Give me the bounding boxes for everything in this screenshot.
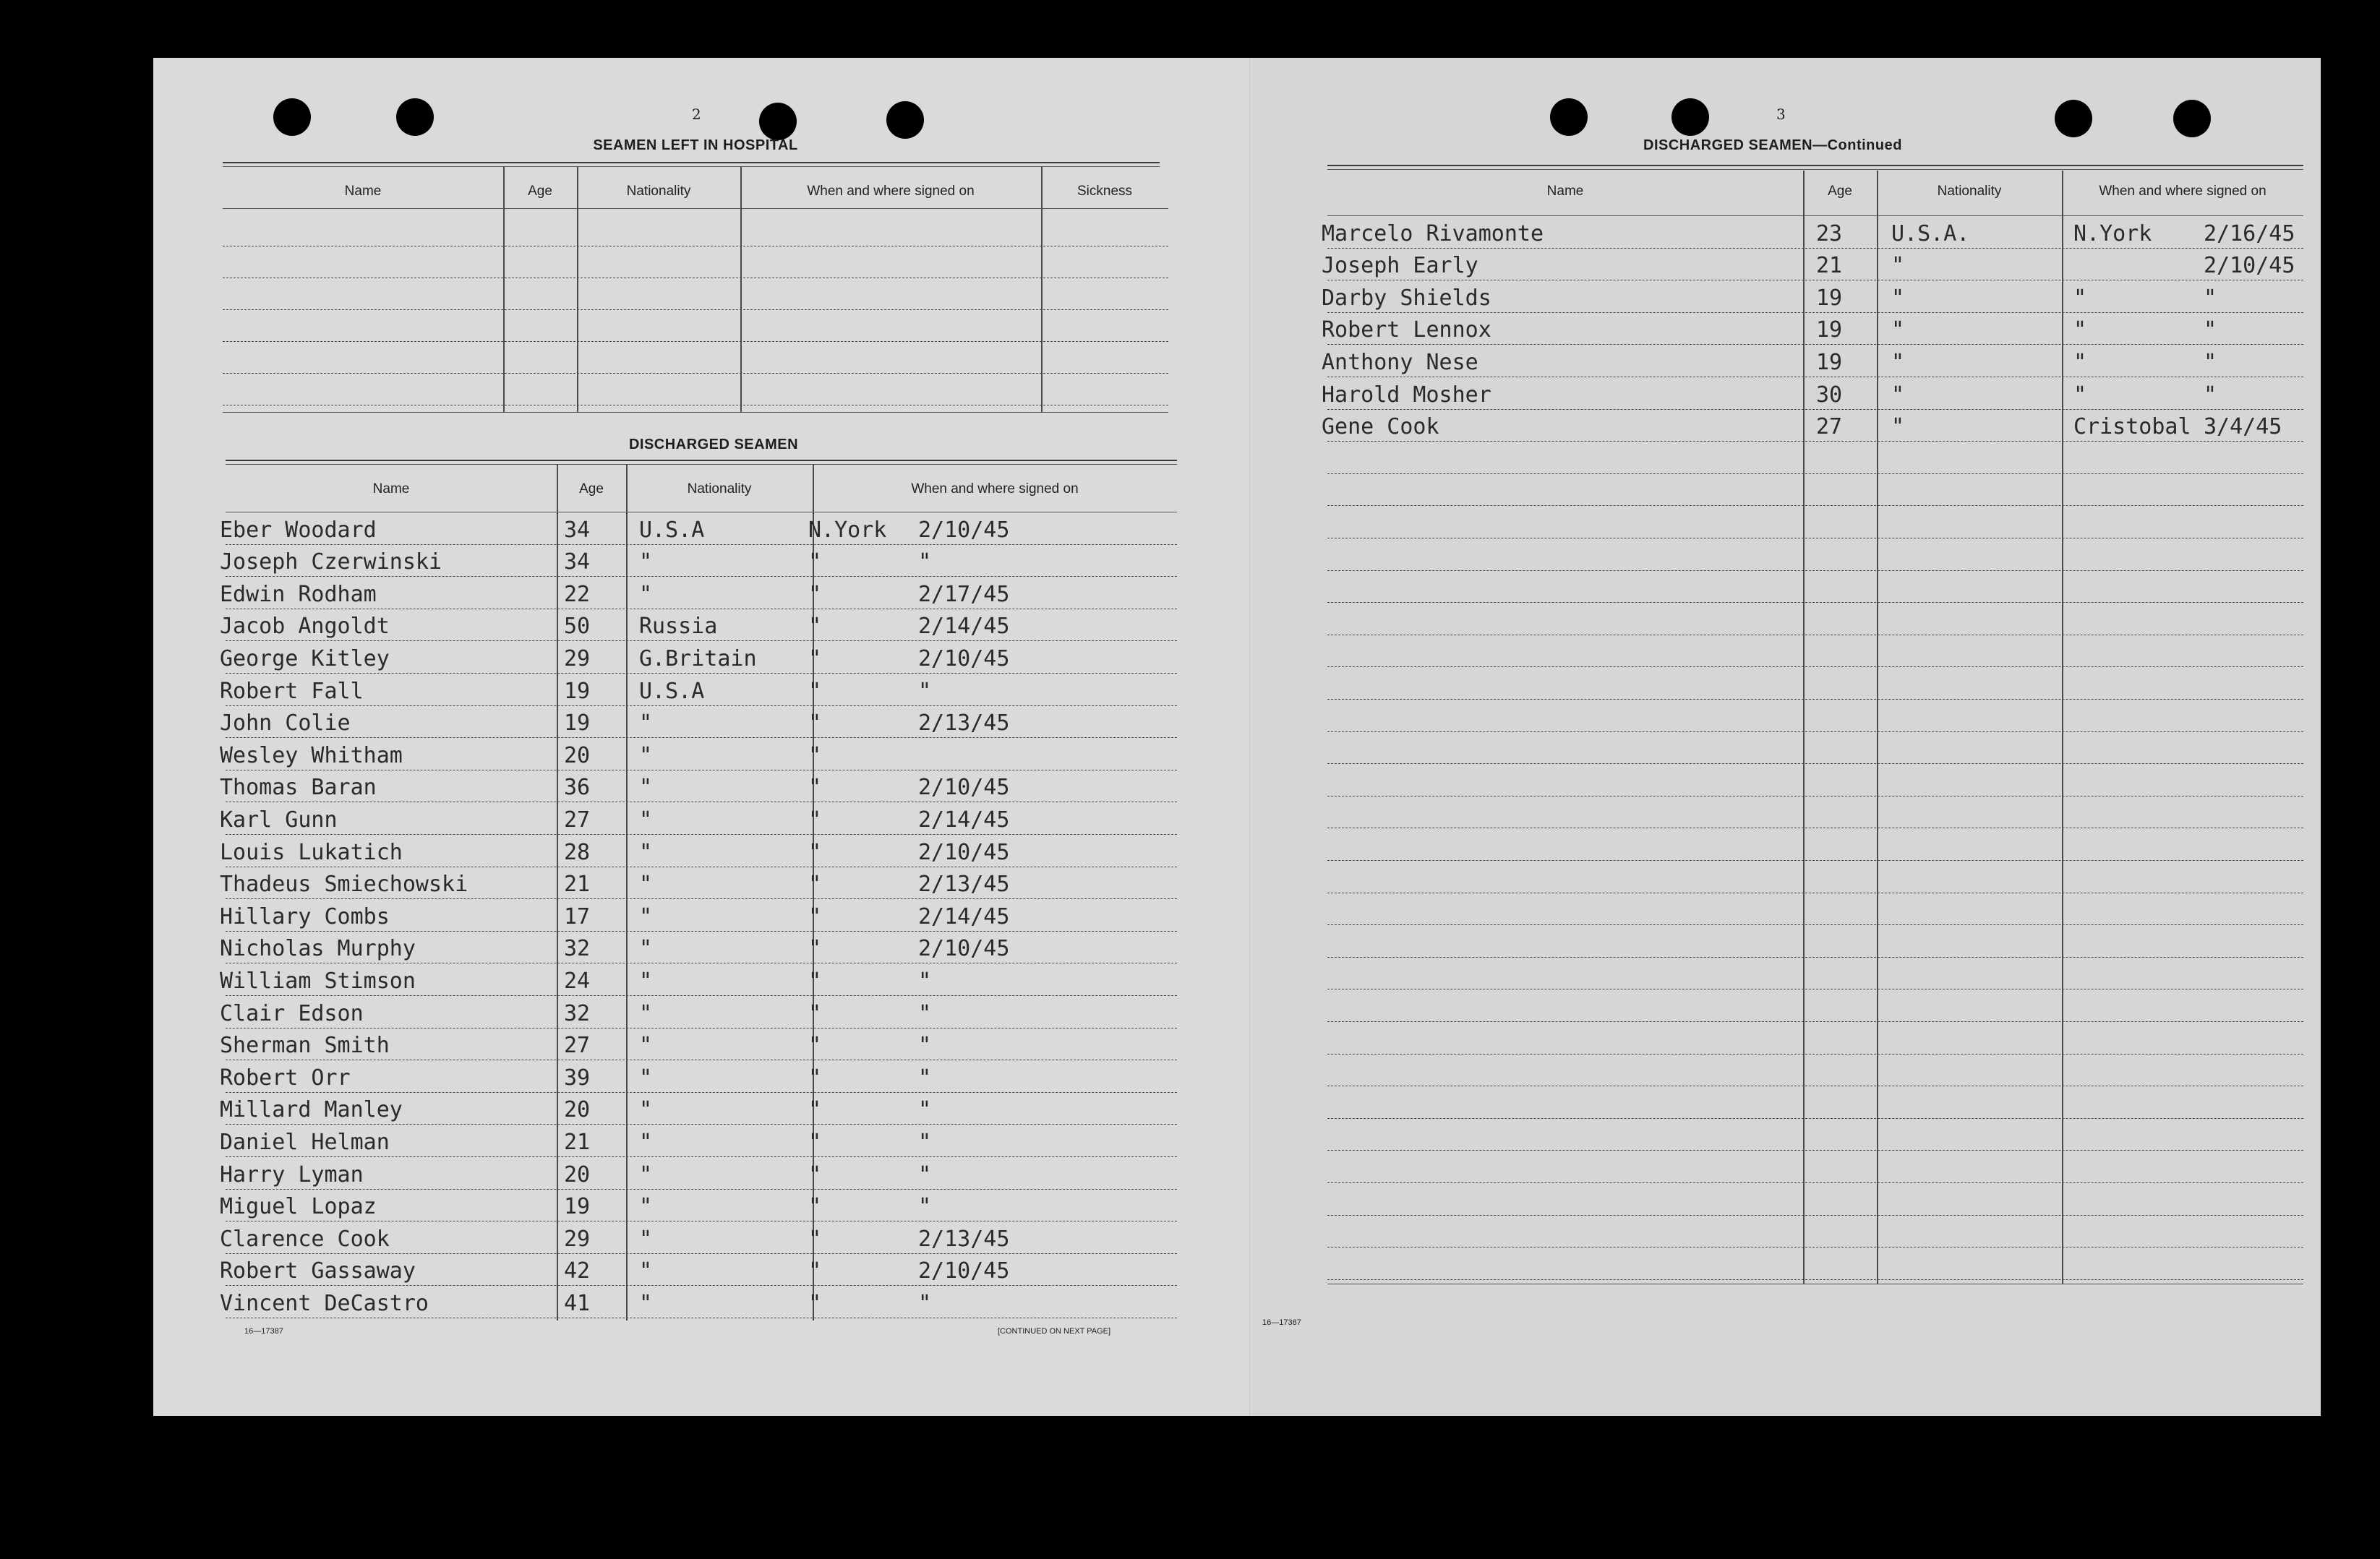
row-line bbox=[1327, 602, 2303, 603]
column-header: When and where signed on bbox=[807, 184, 975, 199]
seaman-name: Eber Woodard bbox=[220, 517, 377, 543]
seaman-name: Robert Lennox bbox=[1322, 317, 1491, 343]
seaman-nationality: U.S.A bbox=[639, 678, 705, 704]
signed-on-place: " bbox=[808, 903, 822, 929]
punch-hole bbox=[759, 103, 797, 140]
seaman-nationality: G.Britain bbox=[639, 646, 757, 671]
signed-on-place: " bbox=[808, 807, 822, 833]
punch-hole bbox=[2055, 100, 2092, 137]
right-section-title: DISCHARGED SEAMEN—Continued bbox=[1643, 137, 1902, 153]
column-header: When and where signed on bbox=[2099, 184, 2266, 199]
seaman-age: 19 bbox=[1816, 350, 1843, 375]
signed-on-date: 2/13/45 bbox=[918, 1226, 1010, 1252]
signed-on-place: " bbox=[808, 1000, 822, 1026]
signed-on-date: " bbox=[918, 1033, 932, 1059]
seaman-nationality: " bbox=[639, 775, 653, 801]
seaman-name: Karl Gunn bbox=[220, 807, 338, 833]
seaman-nationality: " bbox=[639, 1130, 653, 1155]
seaman-name: Edwin Rodham bbox=[220, 581, 377, 607]
seaman-nationality: " bbox=[639, 969, 653, 994]
row-line bbox=[223, 373, 1168, 374]
seaman-nationality: " bbox=[639, 1291, 653, 1316]
seaman-name: Harry Lyman bbox=[220, 1161, 364, 1187]
row-line bbox=[1327, 473, 2303, 474]
seaman-nationality: Russia bbox=[639, 614, 718, 640]
seaman-name: Daniel Helman bbox=[220, 1130, 390, 1155]
row-line bbox=[1327, 924, 2303, 925]
seaman-name: John Colie bbox=[220, 710, 351, 736]
row-line bbox=[226, 673, 1177, 674]
signed-on-place: " bbox=[808, 549, 822, 575]
seaman-name: William Stimson bbox=[220, 969, 416, 994]
signed-on-place: " bbox=[808, 1226, 822, 1252]
row-line bbox=[226, 1285, 1177, 1286]
signed-on-place: " bbox=[2073, 382, 2087, 408]
signed-on-date: " bbox=[918, 1130, 932, 1155]
seaman-age: 42 bbox=[564, 1258, 591, 1284]
signed-on-place: " bbox=[2073, 350, 2087, 375]
signed-on-place: N.York bbox=[2073, 220, 2152, 246]
row-line bbox=[1327, 860, 2303, 861]
seaman-nationality: " bbox=[1891, 317, 1905, 343]
row-line bbox=[1327, 1279, 2303, 1280]
seaman-age: 30 bbox=[1816, 382, 1843, 408]
seaman-name: Clarence Cook bbox=[220, 1226, 390, 1252]
column-header: Name bbox=[1546, 184, 1584, 199]
row-line bbox=[1327, 699, 2303, 700]
seaman-nationality: " bbox=[639, 1097, 653, 1123]
signed-on-date: " bbox=[918, 1291, 932, 1316]
seaman-age: 36 bbox=[564, 775, 591, 801]
punch-hole bbox=[1550, 98, 1588, 136]
column-header: Nationality bbox=[1937, 184, 2002, 199]
page-number: 2 bbox=[692, 106, 701, 123]
seaman-age: 34 bbox=[564, 549, 591, 575]
signed-on-place: " bbox=[808, 775, 822, 801]
seaman-age: 21 bbox=[564, 1130, 591, 1155]
signed-on-place: " bbox=[2073, 285, 2087, 311]
row-line bbox=[226, 1092, 1177, 1093]
seaman-name: Marcelo Rivamonte bbox=[1322, 220, 1544, 246]
seaman-age: 19 bbox=[564, 710, 591, 736]
signed-on-date: 2/10/45 bbox=[918, 839, 1010, 865]
row-line bbox=[1327, 344, 2303, 345]
signed-on-place: " bbox=[808, 742, 822, 768]
seaman-age: 41 bbox=[564, 1291, 591, 1316]
signed-on-place: " bbox=[808, 1033, 822, 1059]
signed-on-date: 2/14/45 bbox=[918, 903, 1010, 929]
seaman-age: 22 bbox=[564, 581, 591, 607]
signed-on-place: " bbox=[808, 646, 822, 671]
seaman-nationality: " bbox=[639, 1161, 653, 1187]
seaman-nationality: " bbox=[639, 581, 653, 607]
signed-on-date: " bbox=[918, 549, 932, 575]
seaman-name: Vincent DeCastro bbox=[220, 1291, 429, 1316]
hospital-section-title: SEAMEN LEFT IN HOSPITAL bbox=[593, 137, 798, 153]
row-line bbox=[226, 640, 1177, 641]
signed-on-date: " bbox=[918, 1194, 932, 1220]
seaman-nationality: " bbox=[639, 549, 653, 575]
column-header: Age bbox=[1828, 184, 1852, 199]
seaman-nationality: " bbox=[639, 903, 653, 929]
signed-on-date: 2/10/45 bbox=[918, 517, 1010, 543]
form-number: 16—17387 bbox=[1262, 1318, 1301, 1327]
seaman-nationality: U.S.A bbox=[639, 517, 705, 543]
seaman-age: 28 bbox=[564, 839, 591, 865]
row-line bbox=[226, 1156, 1177, 1157]
column-header: Age bbox=[528, 184, 552, 199]
punch-hole bbox=[273, 98, 311, 136]
signed-on-date: " bbox=[918, 969, 932, 994]
seaman-age: 29 bbox=[564, 1226, 591, 1252]
seaman-name: Wesley Whitham bbox=[220, 742, 403, 768]
row-line bbox=[1327, 666, 2303, 667]
seaman-age: 20 bbox=[564, 1161, 591, 1187]
column-divider bbox=[2062, 171, 2063, 1284]
right-page bbox=[1252, 58, 2321, 1416]
signed-on-place: " bbox=[2073, 317, 2087, 343]
row-line bbox=[1327, 409, 2303, 410]
row-line bbox=[226, 576, 1177, 577]
punch-hole bbox=[1671, 98, 1709, 136]
row-line bbox=[1327, 957, 2303, 958]
discharged-section-title: DISCHARGED SEAMEN bbox=[628, 437, 799, 452]
left-page bbox=[153, 58, 1252, 1416]
seaman-name: Nicholas Murphy bbox=[220, 936, 416, 962]
seaman-nationality: " bbox=[639, 710, 653, 736]
seaman-nationality: " bbox=[639, 742, 653, 768]
row-line bbox=[226, 1253, 1177, 1254]
signed-on-date: 3/4/45 bbox=[2204, 414, 2282, 440]
hospital-top-rule bbox=[223, 162, 1160, 163]
column-divider bbox=[1041, 166, 1043, 412]
seaman-nationality: " bbox=[639, 872, 653, 898]
seaman-nationality: " bbox=[639, 936, 653, 962]
seaman-nationality: " bbox=[639, 1065, 653, 1091]
signed-on-place: " bbox=[808, 678, 822, 704]
row-line bbox=[1327, 248, 2303, 249]
row-line bbox=[1327, 570, 2303, 571]
row-line bbox=[1327, 1054, 2303, 1055]
seaman-nationality: " bbox=[639, 1194, 653, 1220]
document-scan bbox=[153, 58, 2321, 1416]
seaman-age: 24 bbox=[564, 969, 591, 994]
signed-on-place: Cristobal bbox=[2073, 414, 2191, 440]
column-divider bbox=[577, 166, 578, 412]
seaman-age: 20 bbox=[564, 742, 591, 768]
signed-on-place: " bbox=[808, 1291, 822, 1316]
row-line bbox=[223, 341, 1168, 342]
signed-on-place: " bbox=[808, 839, 822, 865]
continued-note: [CONTINUED ON NEXT PAGE] bbox=[998, 1327, 1111, 1336]
signed-on-date: 2/14/45 bbox=[918, 807, 1010, 833]
row-line bbox=[226, 705, 1177, 706]
punch-hole bbox=[396, 98, 434, 136]
header-rule bbox=[223, 208, 1168, 209]
signed-on-place: " bbox=[808, 581, 822, 607]
signed-on-date: " bbox=[918, 1065, 932, 1091]
column-divider bbox=[557, 464, 558, 1320]
signed-on-date: " bbox=[918, 1000, 932, 1026]
row-line bbox=[1327, 1182, 2303, 1183]
column-divider bbox=[1877, 171, 1878, 1284]
seaman-name: Millard Manley bbox=[220, 1097, 403, 1123]
seaman-age: 19 bbox=[564, 678, 591, 704]
seaman-name: Louis Lukatich bbox=[220, 839, 403, 865]
row-line bbox=[1327, 1215, 2303, 1216]
column-header: Age bbox=[579, 481, 604, 497]
column-divider bbox=[1803, 171, 1805, 1284]
signed-on-date: 2/13/45 bbox=[918, 710, 1010, 736]
seaman-age: 32 bbox=[564, 1000, 591, 1026]
seaman-name: Harold Mosher bbox=[1322, 382, 1491, 408]
page-number: 3 bbox=[1776, 106, 1786, 123]
signed-on-place: " bbox=[808, 936, 822, 962]
signed-on-place: " bbox=[808, 1065, 822, 1091]
signed-on-date: " bbox=[918, 1161, 932, 1187]
seaman-name: Anthony Nese bbox=[1322, 350, 1478, 375]
signed-on-date: 2/10/45 bbox=[918, 1258, 1010, 1284]
row-line bbox=[1327, 1150, 2303, 1151]
signed-on-date: " bbox=[918, 1097, 932, 1123]
seaman-nationality: " bbox=[639, 839, 653, 865]
seaman-name: Gene Cook bbox=[1322, 414, 1439, 440]
table-top-rule-2 bbox=[226, 464, 1177, 465]
row-line bbox=[1327, 441, 2303, 442]
signed-on-place: " bbox=[808, 1194, 822, 1220]
seaman-name: Thadeus Smiechowski bbox=[220, 872, 468, 898]
row-line bbox=[223, 309, 1168, 310]
table-top-rule bbox=[1327, 165, 2303, 166]
punch-hole bbox=[2173, 100, 2211, 137]
seaman-age: 21 bbox=[1816, 253, 1843, 279]
seaman-name: Robert Gassaway bbox=[220, 1258, 416, 1284]
column-header: Nationality bbox=[626, 184, 691, 199]
seaman-age: 19 bbox=[1816, 285, 1843, 311]
column-header: Nationality bbox=[687, 481, 752, 497]
seaman-nationality: " bbox=[1891, 350, 1905, 375]
row-line bbox=[1327, 312, 2303, 313]
row-line bbox=[1327, 763, 2303, 764]
row-line bbox=[1327, 731, 2303, 732]
seaman-name: Miguel Lopaz bbox=[220, 1194, 377, 1220]
signed-on-date: 2/13/45 bbox=[918, 872, 1010, 898]
seaman-age: 32 bbox=[564, 936, 591, 962]
seaman-name: Clair Edson bbox=[220, 1000, 364, 1026]
signed-on-date: " bbox=[2204, 382, 2217, 408]
seaman-nationality: " bbox=[1891, 414, 1905, 440]
punch-hole bbox=[886, 101, 924, 139]
seaman-name: Hillary Combs bbox=[220, 903, 390, 929]
seaman-age: 19 bbox=[564, 1194, 591, 1220]
column-header: When and where signed on bbox=[911, 481, 1079, 497]
signed-on-date: 2/10/45 bbox=[918, 775, 1010, 801]
seaman-nationality: " bbox=[1891, 382, 1905, 408]
signed-on-date: " bbox=[2204, 317, 2217, 343]
signed-on-place: " bbox=[808, 969, 822, 994]
signed-on-place: " bbox=[808, 1130, 822, 1155]
seaman-nationality: " bbox=[639, 1033, 653, 1059]
row-line bbox=[226, 898, 1177, 899]
seaman-age: 23 bbox=[1816, 220, 1843, 246]
seaman-nationality: " bbox=[1891, 253, 1905, 279]
row-line bbox=[1327, 1118, 2303, 1119]
seaman-nationality: " bbox=[639, 1258, 653, 1284]
seaman-age: 19 bbox=[1816, 317, 1843, 343]
seaman-age: 20 bbox=[564, 1097, 591, 1123]
seaman-nationality: " bbox=[1891, 285, 1905, 311]
signed-on-place: " bbox=[808, 872, 822, 898]
row-line bbox=[226, 995, 1177, 996]
row-line bbox=[226, 737, 1177, 738]
signed-on-place: " bbox=[808, 1161, 822, 1187]
seaman-age: 50 bbox=[564, 614, 591, 640]
signed-on-place: " bbox=[808, 1258, 822, 1284]
bottom-rule bbox=[223, 412, 1168, 413]
signed-on-place: " bbox=[808, 710, 822, 736]
row-line bbox=[226, 834, 1177, 835]
seaman-age: 27 bbox=[564, 1033, 591, 1059]
signed-on-date: 2/14/45 bbox=[918, 614, 1010, 640]
seaman-age: 34 bbox=[564, 517, 591, 543]
seaman-name: George Kitley bbox=[220, 646, 390, 671]
seaman-name: Sherman Smith bbox=[220, 1033, 390, 1059]
row-line bbox=[226, 931, 1177, 932]
row-line bbox=[1327, 505, 2303, 506]
table-top-rule bbox=[226, 460, 1177, 461]
seaman-age: 29 bbox=[564, 646, 591, 671]
seaman-name: Joseph Early bbox=[1322, 253, 1478, 279]
form-number: 16—17387 bbox=[244, 1327, 283, 1336]
signed-on-date: " bbox=[2204, 350, 2217, 375]
signed-on-place: " bbox=[808, 1097, 822, 1123]
signed-on-date: 2/10/45 bbox=[918, 646, 1010, 671]
signed-on-place: N.York bbox=[808, 517, 887, 543]
seaman-name: Darby Shields bbox=[1322, 285, 1491, 311]
row-line bbox=[226, 1189, 1177, 1190]
header-rule bbox=[1327, 215, 2303, 216]
seaman-name: Joseph Czerwinski bbox=[220, 549, 442, 575]
seaman-nationality: " bbox=[639, 1000, 653, 1026]
table-top-rule-2 bbox=[1327, 169, 2303, 170]
column-divider bbox=[626, 464, 628, 1320]
signed-on-date: " bbox=[2204, 285, 2217, 311]
row-line bbox=[226, 544, 1177, 545]
row-line bbox=[226, 1124, 1177, 1125]
signed-on-date: 2/17/45 bbox=[918, 581, 1010, 607]
seaman-nationality: " bbox=[639, 1226, 653, 1252]
seaman-age: 39 bbox=[564, 1065, 591, 1091]
seaman-name: Jacob Angoldt bbox=[220, 614, 390, 640]
column-divider bbox=[503, 166, 505, 412]
signed-on-date: " bbox=[918, 678, 932, 704]
seaman-age: 27 bbox=[1816, 414, 1843, 440]
signed-on-date: 2/16/45 bbox=[2204, 220, 2295, 246]
signed-on-place: " bbox=[808, 614, 822, 640]
seaman-age: 27 bbox=[564, 807, 591, 833]
seaman-name: Robert Orr bbox=[220, 1065, 351, 1091]
column-header: Name bbox=[344, 184, 382, 199]
column-divider bbox=[740, 166, 742, 412]
signed-on-date: 2/10/45 bbox=[918, 936, 1010, 962]
seaman-name: Thomas Baran bbox=[220, 775, 377, 801]
seaman-nationality: " bbox=[639, 807, 653, 833]
column-header: Sickness bbox=[1076, 184, 1133, 199]
seaman-age: 21 bbox=[564, 872, 591, 898]
seaman-name: Robert Fall bbox=[220, 678, 364, 704]
column-header: Name bbox=[372, 481, 410, 497]
row-line bbox=[1327, 1021, 2303, 1022]
seaman-age: 17 bbox=[564, 903, 591, 929]
seaman-nationality: U.S.A. bbox=[1891, 220, 1970, 246]
signed-on-date: 2/10/45 bbox=[2204, 253, 2295, 279]
